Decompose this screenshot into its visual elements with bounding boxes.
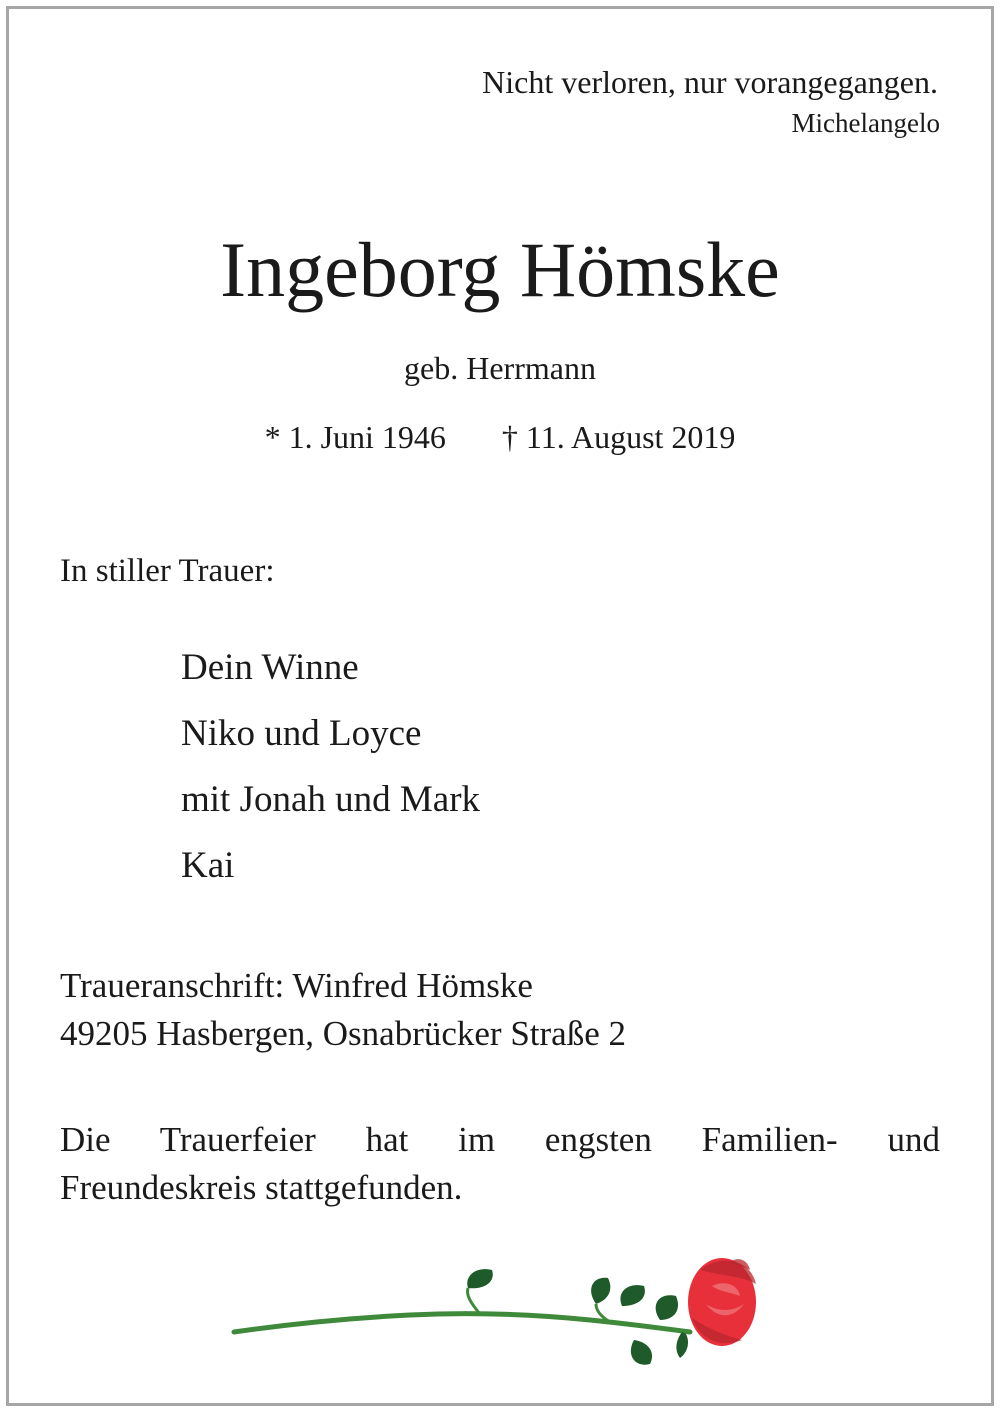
deceased-name: Ingeborg Hömske xyxy=(220,226,780,313)
quote-author: Michelangelo xyxy=(791,108,940,138)
mourner-item: mit Jonah und Mark xyxy=(181,779,481,820)
rose-icon xyxy=(230,1240,760,1390)
death-date: † 11. August 2019 xyxy=(501,419,736,455)
address-line-1: Traueranschrift: Winfred Hömske xyxy=(60,966,533,1005)
mourning-address xyxy=(60,962,626,1058)
ceremony-line-2: Freundeskreis stattgefunden. xyxy=(60,1168,463,1207)
mourners-list xyxy=(181,635,480,899)
ceremony-note xyxy=(60,1116,940,1212)
mourner-item: Dein Winne xyxy=(181,647,359,688)
address-line-2: 49205 Hasbergen, Osnabrücker Straße 2 xyxy=(60,1014,626,1053)
birth-date: * 1. Juni 1946 xyxy=(264,419,446,455)
ceremony-line-1: Die Trauerfeier hat im engsten Familien- und xyxy=(60,1120,940,1159)
mourning-heading: In stiller Trauer: xyxy=(60,553,275,589)
quote-text: Nicht verloren, nur vorangegangen. xyxy=(482,64,938,100)
maiden-name: geb. Herrmann xyxy=(404,350,596,386)
life-dates xyxy=(0,417,1000,457)
mourner-item: Kai xyxy=(181,845,235,886)
mourner-item: Niko und Loyce xyxy=(181,713,422,754)
